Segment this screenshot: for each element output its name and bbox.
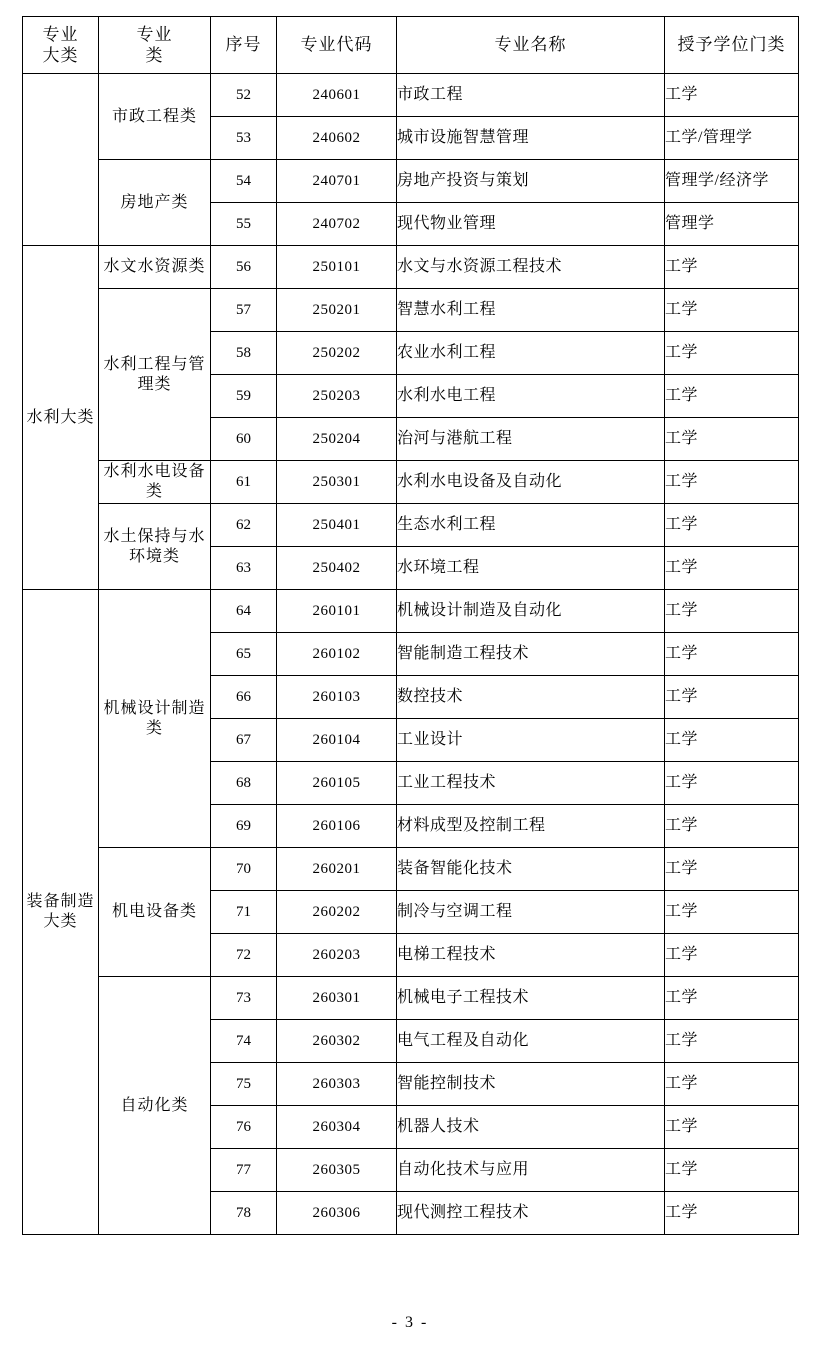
cell-major-code: 250201 xyxy=(277,289,397,332)
cell-major-code: 240701 xyxy=(277,160,397,203)
cell-major-name: 城市设施智慧管理 xyxy=(397,117,665,160)
cell-degree-category: 工学 xyxy=(665,977,799,1020)
cell-seq: 73 xyxy=(211,977,277,1020)
cell-degree-category: 工学 xyxy=(665,74,799,117)
cell-major-class: 房地产类 xyxy=(99,160,211,246)
cell-major-code: 260305 xyxy=(277,1149,397,1192)
cell-major-name: 水环境工程 xyxy=(397,547,665,590)
cell-major-code: 250203 xyxy=(277,375,397,418)
cell-degree-category: 工学 xyxy=(665,590,799,633)
cell-seq: 58 xyxy=(211,332,277,375)
cell-major-name: 工业设计 xyxy=(397,719,665,762)
cell-seq: 65 xyxy=(211,633,277,676)
cell-seq: 61 xyxy=(211,461,277,504)
cell-major-name: 机械电子工程技术 xyxy=(397,977,665,1020)
cell-major-class: 水利工程与管理类 xyxy=(99,289,211,461)
cell-seq: 67 xyxy=(211,719,277,762)
cell-degree-category: 工学 xyxy=(665,1106,799,1149)
cell-seq: 64 xyxy=(211,590,277,633)
cell-seq: 72 xyxy=(211,934,277,977)
cell-major-code: 260302 xyxy=(277,1020,397,1063)
cell-degree-category: 工学/管理学 xyxy=(665,117,799,160)
cell-major-name: 水利水电工程 xyxy=(397,375,665,418)
cell-major-name: 生态水利工程 xyxy=(397,504,665,547)
cell-major-code: 260104 xyxy=(277,719,397,762)
cell-major-name: 电气工程及自动化 xyxy=(397,1020,665,1063)
cell-major-code: 260106 xyxy=(277,805,397,848)
column-header-major-group: 专业 大类 xyxy=(23,17,99,74)
cell-major-name: 制冷与空调工程 xyxy=(397,891,665,934)
cell-major-code: 260304 xyxy=(277,1106,397,1149)
table-row xyxy=(23,289,799,332)
cell-major-name: 智能控制技术 xyxy=(397,1063,665,1106)
cell-degree-category: 工学 xyxy=(665,375,799,418)
cell-seq: 74 xyxy=(211,1020,277,1063)
cell-major-name: 数控技术 xyxy=(397,676,665,719)
cell-degree-category: 工学 xyxy=(665,676,799,719)
cell-major-code: 260103 xyxy=(277,676,397,719)
cell-major-name: 水文与水资源工程技术 xyxy=(397,246,665,289)
cell-major-name: 市政工程 xyxy=(397,74,665,117)
cell-degree-category: 工学 xyxy=(665,891,799,934)
cell-seq: 78 xyxy=(211,1192,277,1235)
cell-major-name: 工业工程技术 xyxy=(397,762,665,805)
cell-degree-category: 工学 xyxy=(665,1063,799,1106)
cell-major-name: 智慧水利工程 xyxy=(397,289,665,332)
cell-major-class: 市政工程类 xyxy=(99,74,211,160)
cell-degree-category: 管理学/经济学 xyxy=(665,160,799,203)
cell-major-code: 260102 xyxy=(277,633,397,676)
cell-major-class: 水文水资源类 xyxy=(99,246,211,289)
cell-degree-category: 管理学 xyxy=(665,203,799,246)
table-row xyxy=(23,461,799,504)
cell-degree-category: 工学 xyxy=(665,289,799,332)
cell-seq: 77 xyxy=(211,1149,277,1192)
table-row xyxy=(23,848,799,891)
cell-degree-category: 工学 xyxy=(665,332,799,375)
cell-seq: 57 xyxy=(211,289,277,332)
cell-seq: 54 xyxy=(211,160,277,203)
cell-degree-category: 工学 xyxy=(665,934,799,977)
cell-major-name: 水利水电设备及自动化 xyxy=(397,461,665,504)
table-header xyxy=(23,17,799,74)
cell-major-code: 240601 xyxy=(277,74,397,117)
cell-seq: 55 xyxy=(211,203,277,246)
cell-major-name: 材料成型及控制工程 xyxy=(397,805,665,848)
cell-degree-category: 工学 xyxy=(665,1149,799,1192)
cell-major-code: 240602 xyxy=(277,117,397,160)
cell-degree-category: 工学 xyxy=(665,1192,799,1235)
cell-major-name: 电梯工程技术 xyxy=(397,934,665,977)
column-header-major-class: 专业 类 xyxy=(99,17,211,74)
cell-major-code: 250202 xyxy=(277,332,397,375)
cell-major-code: 250402 xyxy=(277,547,397,590)
column-header-seq: 序号 xyxy=(211,17,277,74)
cell-major-code: 260301 xyxy=(277,977,397,1020)
cell-major-group xyxy=(23,74,99,246)
cell-major-code: 260202 xyxy=(277,891,397,934)
table-row xyxy=(23,590,799,633)
cell-seq: 76 xyxy=(211,1106,277,1149)
table-row xyxy=(23,74,799,117)
cell-seq: 53 xyxy=(211,117,277,160)
cell-seq: 52 xyxy=(211,74,277,117)
cell-major-code: 250401 xyxy=(277,504,397,547)
cell-major-code: 250204 xyxy=(277,418,397,461)
column-header-major-code: 专业代码 xyxy=(277,17,397,74)
cell-major-class: 机械设计制造类 xyxy=(99,590,211,848)
cell-degree-category: 工学 xyxy=(665,848,799,891)
table-row xyxy=(23,504,799,547)
cell-degree-category: 工学 xyxy=(665,504,799,547)
cell-major-group: 水利大类 xyxy=(23,246,99,590)
cell-major-code: 260201 xyxy=(277,848,397,891)
cell-major-code: 260303 xyxy=(277,1063,397,1106)
table-row xyxy=(23,160,799,203)
cell-degree-category: 工学 xyxy=(665,1020,799,1063)
cell-major-name: 装备智能化技术 xyxy=(397,848,665,891)
table-header-row xyxy=(23,17,799,74)
cell-major-code: 240702 xyxy=(277,203,397,246)
cell-seq: 70 xyxy=(211,848,277,891)
cell-major-group: 装备制造大类 xyxy=(23,590,99,1235)
cell-major-name: 智能制造工程技术 xyxy=(397,633,665,676)
cell-major-code: 260101 xyxy=(277,590,397,633)
cell-seq: 66 xyxy=(211,676,277,719)
cell-major-name: 农业水利工程 xyxy=(397,332,665,375)
cell-major-code: 260306 xyxy=(277,1192,397,1235)
page-number: - 3 - xyxy=(391,1314,429,1331)
column-header-major-name: 专业名称 xyxy=(397,17,665,74)
cell-major-code: 260203 xyxy=(277,934,397,977)
cell-degree-category: 工学 xyxy=(665,547,799,590)
cell-degree-category: 工学 xyxy=(665,418,799,461)
cell-degree-category: 工学 xyxy=(665,461,799,504)
cell-seq: 69 xyxy=(211,805,277,848)
cell-major-code: 250301 xyxy=(277,461,397,504)
cell-major-class: 机电设备类 xyxy=(99,848,211,977)
major-catalog-table xyxy=(22,16,799,1235)
cell-major-code: 250101 xyxy=(277,246,397,289)
cell-seq: 60 xyxy=(211,418,277,461)
cell-major-name: 自动化技术与应用 xyxy=(397,1149,665,1192)
cell-degree-category: 工学 xyxy=(665,719,799,762)
cell-seq: 56 xyxy=(211,246,277,289)
cell-seq: 63 xyxy=(211,547,277,590)
cell-major-class: 水土保持与水环境类 xyxy=(99,504,211,590)
cell-seq: 68 xyxy=(211,762,277,805)
cell-degree-category: 工学 xyxy=(665,633,799,676)
cell-seq: 75 xyxy=(211,1063,277,1106)
cell-major-class: 水利水电设备类 xyxy=(99,461,211,504)
cell-major-name: 现代测控工程技术 xyxy=(397,1192,665,1235)
cell-seq: 62 xyxy=(211,504,277,547)
cell-major-name: 机器人技术 xyxy=(397,1106,665,1149)
table-body xyxy=(23,74,799,1235)
cell-seq: 71 xyxy=(211,891,277,934)
cell-major-name: 治河与港航工程 xyxy=(397,418,665,461)
cell-degree-category: 工学 xyxy=(665,246,799,289)
cell-major-name: 机械设计制造及自动化 xyxy=(397,590,665,633)
column-header-degree-category: 授予学位门类 xyxy=(665,17,799,74)
cell-major-name: 房地产投资与策划 xyxy=(397,160,665,203)
cell-degree-category: 工学 xyxy=(665,805,799,848)
cell-seq: 59 xyxy=(211,375,277,418)
cell-major-class: 自动化类 xyxy=(99,977,211,1235)
cell-degree-category: 工学 xyxy=(665,762,799,805)
table-row xyxy=(23,246,799,289)
cell-major-code: 260105 xyxy=(277,762,397,805)
table-row xyxy=(23,977,799,1020)
cell-major-name: 现代物业管理 xyxy=(397,203,665,246)
